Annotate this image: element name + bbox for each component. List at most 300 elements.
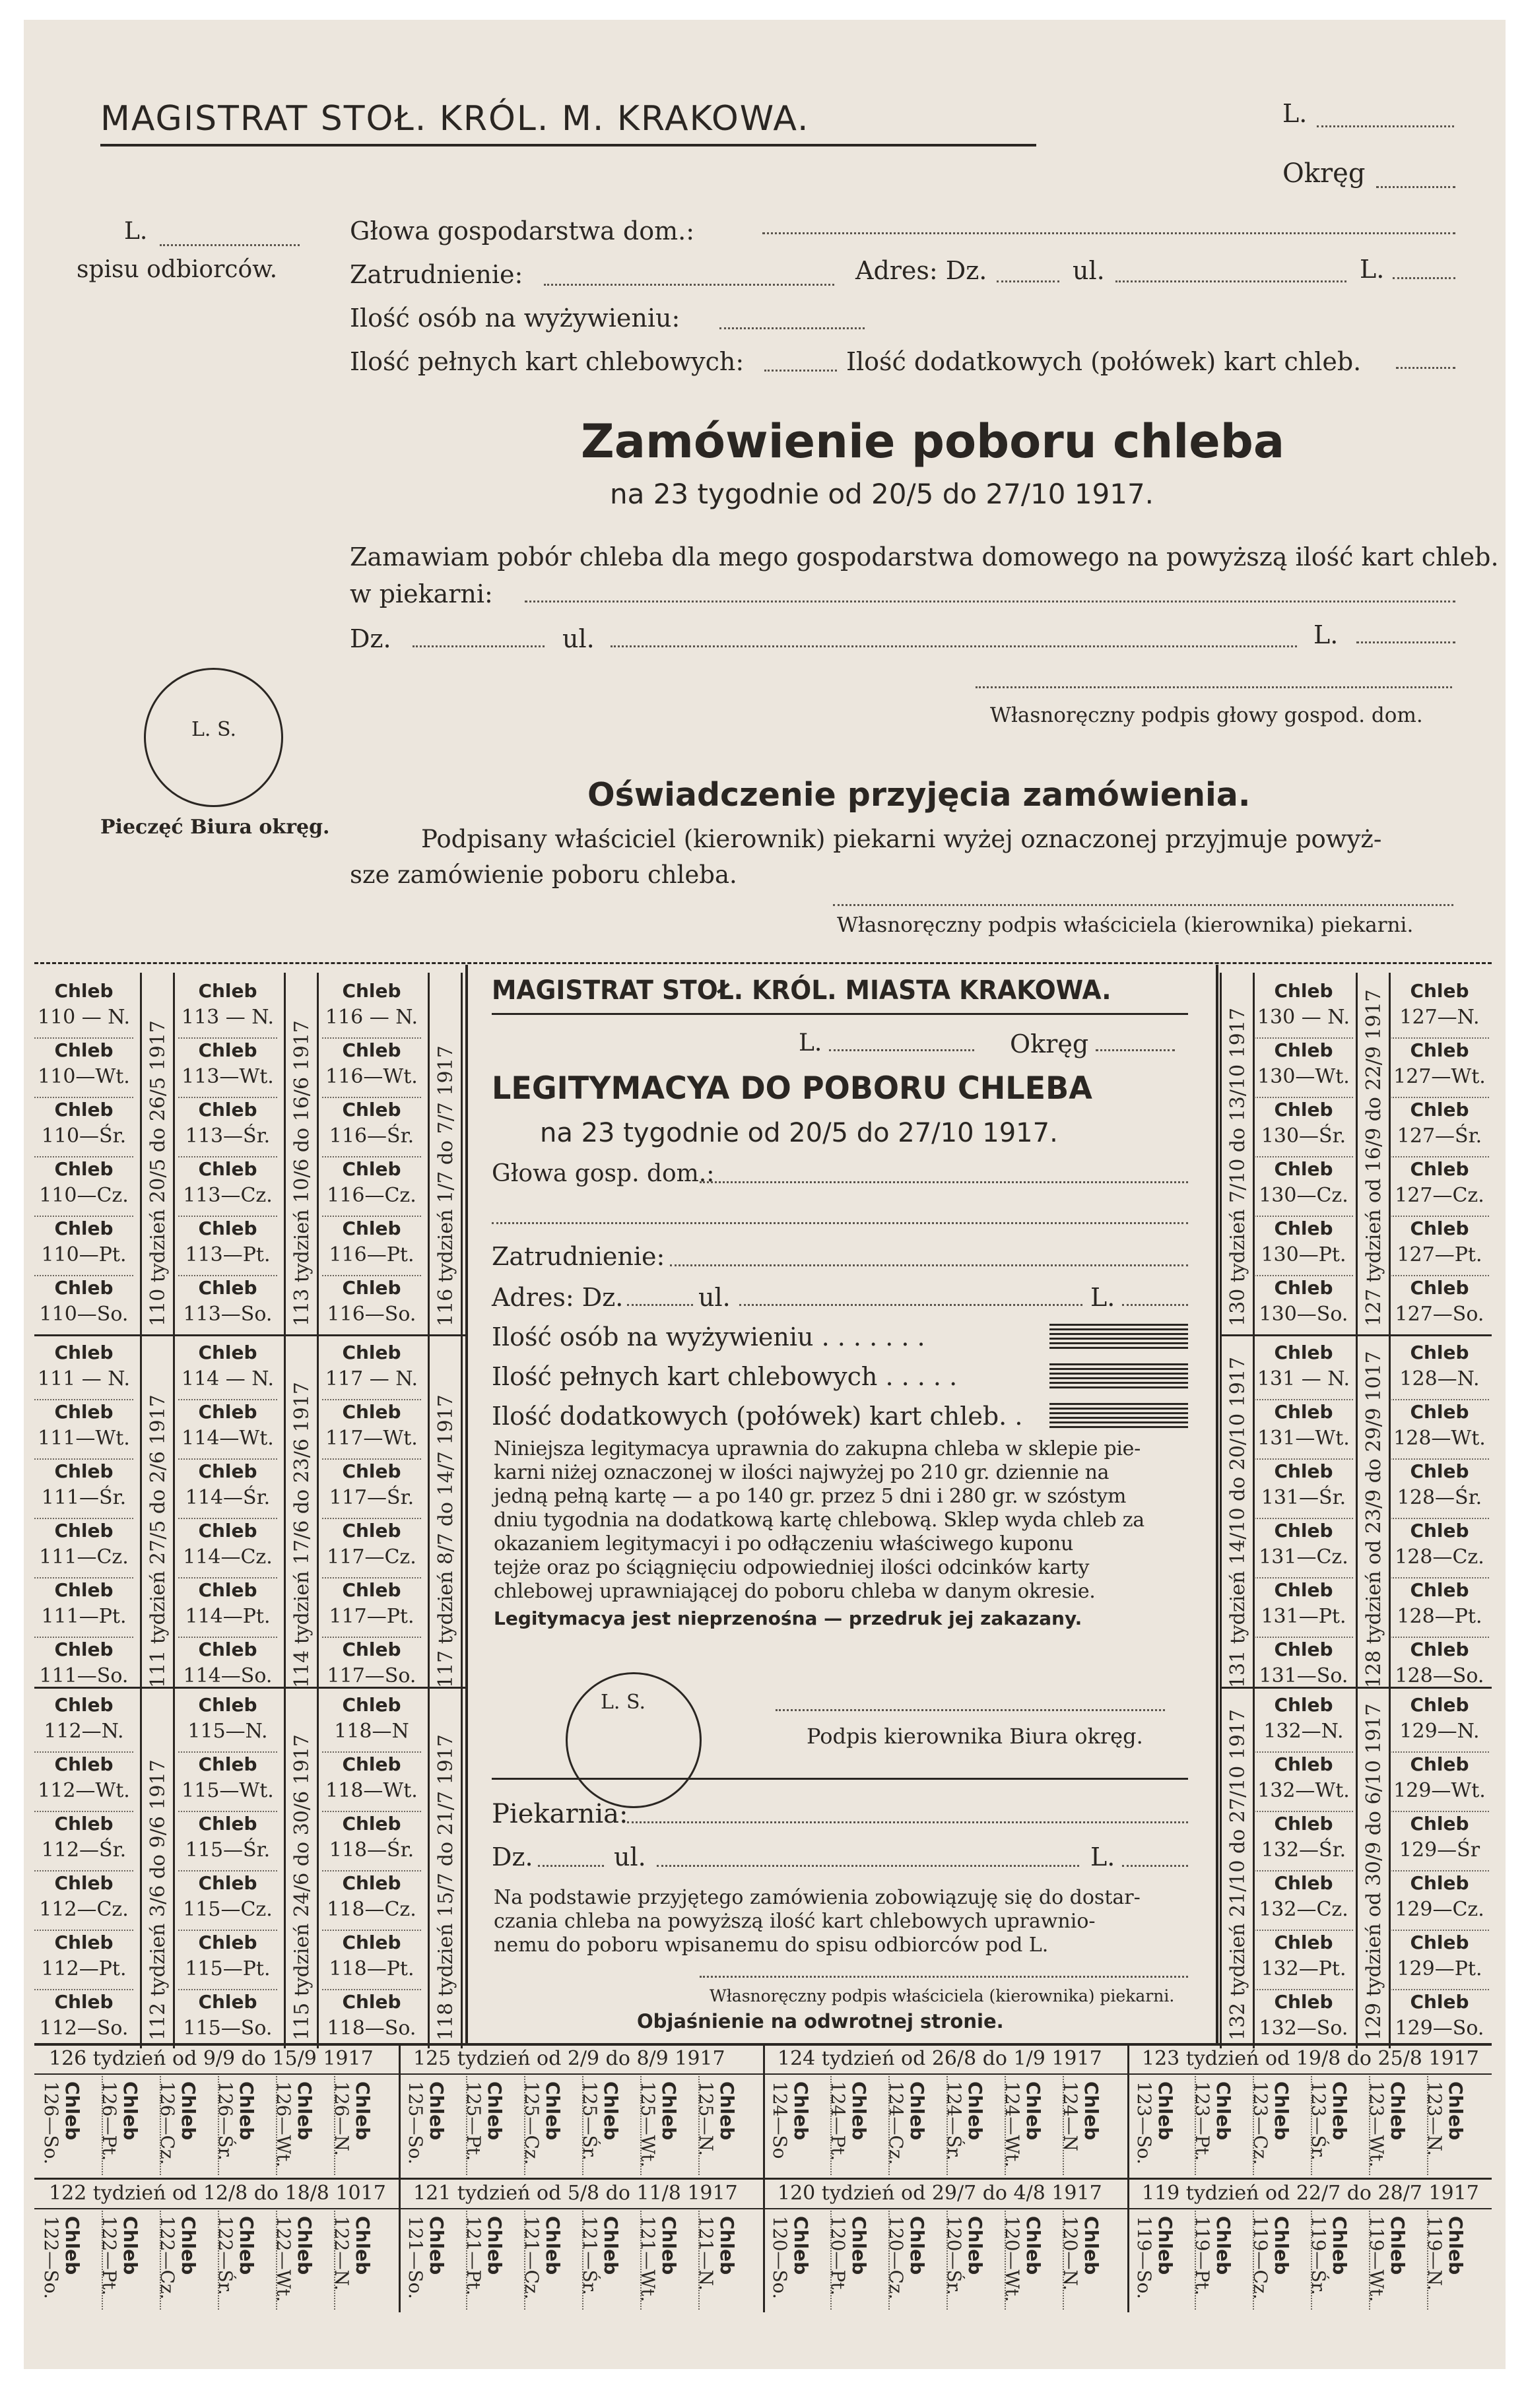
magistrat-heading: MAGISTRAT STOŁ. KRÓL. M. KRAKOWA.: [100, 99, 810, 139]
coupon-word: Chleb: [54, 1694, 114, 1716]
bread-coupon: [34, 1156, 133, 1214]
bottom-coupon-word: Chleb: [236, 2216, 257, 2275]
coupon-word: Chleb: [1410, 1460, 1469, 1482]
week-strip-border: [428, 973, 430, 1334]
order-l-field: [1356, 641, 1455, 643]
coupon-divider: [178, 1811, 277, 1812]
bottom-coupon-divider: [582, 2211, 583, 2310]
coupon-word: Chleb: [198, 980, 257, 1002]
coupon-word: Chleb: [54, 1460, 114, 1482]
bottom-coupon-word: Chleb: [484, 2216, 506, 2275]
bottom-header-rule: [763, 2073, 1127, 2075]
coupon-word: Chleb: [1410, 1639, 1469, 1660]
bread-coupon: [1254, 1870, 1353, 1928]
ilosc-dodatkowych-label: Ilość dodatkowych (połówek) kart chleb.: [846, 347, 1362, 376]
bottom-week-header: 124 tydzień od 26/8 do 1/9 1917: [778, 2047, 1102, 2070]
coupon-code: 113—So.: [183, 1303, 273, 1326]
bottom-header-rule: [763, 2208, 1127, 2209]
coupon-word: Chleb: [198, 1277, 257, 1299]
coupon-code: 115—Śr.: [185, 1839, 271, 1862]
bottom-week-header: 125 tydzień od 2/9 do 8/9 1917: [413, 2047, 725, 2070]
coupon-divider: [322, 1216, 421, 1217]
coupon-code: 131 — N.: [1257, 1367, 1350, 1390]
bottom-week-border: [763, 2178, 765, 2312]
coupon-divider: [1390, 1275, 1489, 1276]
coupon-code: 118—Wt.: [325, 1779, 418, 1802]
bottom-coupon-code: 125—So.: [405, 2081, 426, 2164]
coupon-code: 129—Śr: [1399, 1839, 1480, 1862]
bread-coupon: [34, 1097, 133, 1155]
coupon-divider: [322, 1577, 421, 1578]
bread-coupon: [34, 1811, 133, 1869]
bottom-coupon-code: 120—Cz.: [885, 2216, 907, 2300]
coupon-divider: [178, 1216, 277, 1217]
piekarnia-label: Piekarnia:: [492, 1799, 628, 1829]
top-l-label: L.: [1360, 255, 1385, 284]
coupon-word: Chleb: [54, 1401, 114, 1423]
bread-coupon: [322, 1097, 421, 1155]
top-adres-label: Adres: Dz.: [855, 256, 987, 285]
ilosc-pelnych-box: [1049, 1363, 1188, 1390]
coupon-code: 129—So.: [1395, 2017, 1484, 2040]
bread-coupon: [322, 1637, 421, 1695]
coupon-code: 116—Śr.: [329, 1124, 415, 1148]
week-strip-border: [140, 1334, 142, 1696]
coupon-word: Chleb: [342, 1932, 401, 1953]
bottom-coupon-divider: [1253, 2076, 1254, 2175]
bottom-header-rule: [399, 2073, 763, 2075]
coupon-word: Chleb: [198, 1694, 257, 1716]
rule-line: Niniejsza legitymacya uprawnia do zakupna chleba w sklepie pie-: [494, 1437, 1141, 1460]
coupon-word: Chleb: [342, 1694, 401, 1716]
bread-coupon: [1390, 1399, 1489, 1457]
bottom-coupon-word: Chleb: [178, 2081, 199, 2141]
coupon-code: 130—So.: [1259, 1303, 1348, 1326]
coupon-divider: [1254, 1037, 1353, 1039]
bread-coupon: [178, 1037, 277, 1095]
card-glowa-field-2: [492, 1222, 1188, 1224]
coupon-word: Chleb: [342, 1158, 401, 1180]
bottom-coupon-word: Chleb: [1154, 2216, 1176, 2275]
coupon-word: Chleb: [198, 1520, 257, 1542]
rule-line: dniu tygodnia na dodatkową kartę chlebową. Sklep wyda chleb za: [494, 1509, 1144, 1532]
bread-coupon: [34, 1989, 133, 2047]
order-ul-label: ul.: [562, 624, 595, 653]
top-ul-label: ul.: [1073, 256, 1105, 285]
week-strip-border: [1220, 1334, 1222, 1696]
bread-coupon: [178, 1097, 277, 1155]
coupon-divider: [1254, 1458, 1353, 1460]
bottom-coupon-divider: [1253, 2211, 1254, 2310]
coupon-divider: [1254, 1637, 1353, 1638]
bottom-header-rule: [1127, 2208, 1492, 2209]
coupon-divider: [1254, 1097, 1353, 1098]
bottom-header-rule: [399, 2208, 763, 2209]
rule-line: tejże oraz po ściągnięciu odpowiedniej ilości odcinków karty: [494, 1556, 1090, 1579]
bread-coupon: [178, 1518, 277, 1576]
bottom-coupon-word: Chleb: [1080, 2081, 1102, 2141]
coupon-code: 113—Cz.: [183, 1184, 273, 1207]
bread-coupon: [178, 1811, 277, 1869]
coupon-code: 118—N: [334, 1720, 409, 1743]
week-strip-border: [173, 973, 175, 1334]
bottom-coupon-code: 121—N.: [695, 2216, 717, 2291]
bottom-coupon-divider: [218, 2076, 219, 2175]
coupon-word: Chleb: [1410, 1872, 1469, 1894]
coupon-word: Chleb: [1274, 1039, 1333, 1061]
bottom-coupon-divider: [466, 2211, 467, 2310]
coupon-code: 112—Pt.: [41, 1957, 127, 1980]
coupon-divider: [1254, 1399, 1353, 1400]
bread-coupon: [1254, 1930, 1353, 1988]
bottom-coupon-divider: [1005, 2211, 1006, 2310]
bottom-coupon-divider: [466, 2076, 467, 2175]
coupon-divider: [1254, 1156, 1353, 1157]
coupon-code: 117—Cz.: [327, 1546, 416, 1569]
coupon-word: Chleb: [342, 1813, 401, 1835]
coupon-code: 129—Wt.: [1393, 1779, 1486, 1802]
glowa-gospodarstwa-field: [762, 232, 1455, 234]
bread-coupon: [322, 1989, 421, 2047]
bottom-coupon-word: Chleb: [1022, 2081, 1044, 2141]
bottom-coupon-divider: [276, 2211, 277, 2310]
bottom-coupon-code: 123—N.: [1424, 2081, 1445, 2157]
week-strip-border: [1356, 973, 1358, 1334]
spisu-odbiorcow-label: spisu odbiorców.: [77, 256, 278, 283]
bottom-coupon-word: Chleb: [352, 2216, 374, 2275]
header-okreg-field: [1376, 186, 1455, 188]
bottom-coupon-word: Chleb: [1212, 2216, 1234, 2275]
coupon-divider: [34, 1811, 133, 1812]
coupon-word: Chleb: [1274, 1991, 1333, 2013]
bread-coupon: [34, 1930, 133, 1988]
bottom-week-header: 121 tydzień od 5/8 do 11/8 1917: [413, 2182, 738, 2205]
coupon-divider: [1390, 1637, 1489, 1638]
bread-coupon: [322, 1399, 421, 1457]
bottom-coupon-code: 125—Cz.: [521, 2081, 543, 2165]
coupon-word: Chleb: [198, 1639, 257, 1660]
glowa-gospodarstwa-label: Głowa gospodarstwa dom.:: [350, 216, 695, 245]
coupon-word: Chleb: [1410, 1932, 1469, 1953]
coupon-code: 113 — N.: [181, 1006, 275, 1029]
bread-coupon: [1390, 1811, 1489, 1869]
week-strip-border: [317, 973, 319, 1334]
bread-coupon: [322, 1156, 421, 1214]
ilosc-osob-field: [719, 327, 865, 329]
coupon-word: Chleb: [54, 1579, 114, 1601]
coupon-word: Chleb: [1410, 1813, 1469, 1835]
card-glowa-label: Głowa gosp. dom.:: [492, 1160, 715, 1187]
week-strip-label: 115 tydzień 24/6 do 30/6 1917: [290, 1734, 314, 2040]
card-dz-field: [538, 1865, 604, 1867]
bakery-signature-field: [700, 1976, 1188, 1978]
coupon-divider: [34, 1518, 133, 1519]
coupon-divider: [322, 1399, 421, 1400]
coupon-divider: [178, 1518, 277, 1519]
coupon-word: Chleb: [54, 1872, 114, 1894]
coupon-code: 128—So.: [1395, 1664, 1484, 1687]
top-adres-dz-field: [997, 280, 1059, 282]
coupon-code: 114—So.: [183, 1664, 273, 1687]
bread-coupon: [34, 1037, 133, 1095]
card-l3-label: L.: [1090, 1842, 1115, 1871]
bread-coupon: [178, 1637, 277, 1695]
coupon-code: 115—N.: [187, 1720, 268, 1743]
coupon-word: Chleb: [54, 1218, 114, 1239]
stamp-caption: Pieczęć Biura okręg.: [100, 816, 330, 839]
bottom-coupon-divider: [1195, 2211, 1196, 2310]
week-strip-label: 114 tydzień 17/6 do 23/6 1917: [290, 1382, 314, 1688]
header-okreg-label: Okręg: [1282, 158, 1366, 189]
acceptance-line-2: sze zamówienie poboru chleba.: [350, 861, 737, 889]
coupon-code: 118—Pt.: [329, 1957, 415, 1980]
coupon-divider: [322, 1097, 421, 1098]
bread-coupon: [1390, 1870, 1489, 1928]
card-explanation: Objaśnienie na odwrotnej stronie.: [637, 2010, 1004, 2033]
week-strip-border: [173, 1687, 175, 2048]
bottom-coupon-word: Chleb: [964, 2216, 986, 2275]
coupon-word: Chleb: [1410, 1753, 1469, 1775]
coupon-code: 130—Cz.: [1259, 1184, 1348, 1207]
week-strip-label: 129 tydzień od 30/9 do 6/10 1917: [1362, 1703, 1385, 2040]
bottom-coupon-code: 123—Wt.: [1366, 2081, 1387, 2168]
coupon-code: 131—Śr.: [1261, 1486, 1346, 1509]
coupon-divider: [34, 1577, 133, 1578]
coupon-word: Chleb: [1274, 1579, 1333, 1601]
coupon-divider: [1390, 1037, 1489, 1039]
bottom-coupon-word: Chleb: [236, 2081, 257, 2141]
coupon-code: 115—Cz.: [183, 1898, 273, 1921]
coupon-divider: [34, 1930, 133, 1931]
bottom-coupon-word: Chleb: [790, 2081, 812, 2141]
coupon-divider: [178, 1399, 277, 1400]
card-frame-right: [1216, 965, 1218, 2043]
card-ilosc-osob: Ilość osób na wyżywieniu . . . . . . .: [492, 1322, 925, 1351]
bottom-coupon-divider: [1195, 2076, 1196, 2175]
bread-coupon: [178, 1989, 277, 2047]
bottom-coupon-code: 121—Cz.: [521, 2216, 543, 2300]
bottom-week-border: [763, 2043, 765, 2178]
card-adres-label: Adres: Dz.: [492, 1283, 624, 1312]
card-frame-left: [465, 965, 468, 2043]
coupon-code: 118—Cz.: [327, 1898, 416, 1921]
card-subtitle: na 23 tygodnie od 20/5 do 27/10 1917.: [540, 1118, 1058, 1148]
coupon-divider: [34, 1637, 133, 1638]
coupon-word: Chleb: [1274, 1158, 1333, 1180]
coupon-word: Chleb: [198, 1932, 257, 1953]
spisu-l-label: L.: [124, 218, 148, 245]
week-strip-label: 127 tydzień od 16/9 do 22/9 1917: [1362, 989, 1385, 1326]
coupon-code: 115—Wt.: [182, 1779, 274, 1802]
coupon-divider: [1390, 1811, 1489, 1812]
bottom-week-header: 119 tydzień od 22/7 do 28/7 1917: [1142, 2182, 1479, 2205]
bread-coupon: [1390, 1216, 1489, 1274]
coupon-word: Chleb: [342, 1218, 401, 1239]
bottom-coupon-code: 126—So.: [40, 2081, 62, 2164]
coupon-divider: [1254, 1930, 1353, 1931]
bottom-coupon-code: 126—Pt.: [98, 2081, 120, 2161]
coupon-word: Chleb: [342, 1991, 401, 2013]
ilosc-pelnych-field: [764, 370, 837, 372]
bread-coupon: [1254, 1156, 1353, 1214]
card-ul-field: [739, 1304, 1082, 1306]
bread-coupon: [1390, 1989, 1489, 2047]
coupon-code: 132—Cz.: [1259, 1898, 1348, 1921]
podpis-kierownika-caption: Podpis kierownika Biura okręg.: [807, 1724, 1143, 1749]
coupon-divider: [1390, 1156, 1489, 1157]
bread-coupon: [34, 1518, 133, 1576]
bread-coupon: [1254, 1216, 1353, 1274]
bottom-week-header: 120 tydzień od 29/7 do 4/8 1917: [778, 2182, 1102, 2205]
week-strip-border: [284, 973, 286, 1334]
bottom-coupon-word: Chleb: [716, 2081, 738, 2141]
card-glowa-field: [700, 1181, 1188, 1183]
coupon-code: 128—Pt.: [1397, 1605, 1482, 1628]
bottom-header-rule: [34, 2208, 399, 2209]
bottom-coupon-divider: [1063, 2076, 1064, 2175]
coupon-word: Chleb: [342, 1277, 401, 1299]
bread-coupon: [178, 1692, 277, 1750]
coupon-divider: [178, 1751, 277, 1753]
coupon-code: 113—Wt.: [182, 1065, 274, 1088]
declaration-line: Na podstawie przyjętego zamówienia zobowiązuję się do dostar-: [494, 1886, 1141, 1909]
coupon-word: Chleb: [54, 980, 114, 1002]
coupon-code: 110—Wt.: [38, 1065, 130, 1088]
coupon-word: Chleb: [342, 1520, 401, 1542]
bottom-coupon-code: 119—Pt.: [1191, 2216, 1213, 2296]
bottom-coupon-divider: [1427, 2076, 1428, 2175]
coupon-divider: [322, 1518, 421, 1519]
bottom-coupon-divider: [218, 2211, 219, 2310]
card-okreg-label: Okręg: [1010, 1029, 1089, 1058]
coupon-divider: [1254, 1870, 1353, 1871]
coupon-code: 110—Śr.: [41, 1124, 127, 1148]
piekarni-field: [525, 601, 1455, 602]
bottom-coupon-divider: [102, 2076, 103, 2175]
bottom-week-border: [1127, 2178, 1129, 2312]
coupon-code: 116—Wt.: [325, 1065, 418, 1088]
coupon-word: Chleb: [54, 1753, 114, 1775]
bottom-coupon-code: 119—N.: [1424, 2216, 1445, 2291]
bottom-coupon-code: 120—Wt.: [1001, 2216, 1023, 2302]
coupon-code: 129—Cz.: [1395, 1898, 1484, 1921]
coupon-code: 116 — N.: [325, 1006, 418, 1029]
order-dz-label: Dz.: [350, 624, 391, 653]
coupon-divider: [1390, 1097, 1489, 1098]
bottom-coupon-divider: [524, 2076, 525, 2175]
bread-coupon: [322, 1930, 421, 1988]
coupon-code: 132—Pt.: [1261, 1957, 1346, 1980]
bottom-coupon-word: Chleb: [61, 2216, 83, 2275]
bottom-coupon-divider: [160, 2076, 161, 2175]
week-strip-label: 130 tydzień 7/10 do 13/10 1917: [1226, 1007, 1249, 1326]
coupon-word: Chleb: [342, 1460, 401, 1482]
coupon-divider: [1390, 1577, 1489, 1578]
bottom-week-border: [399, 2178, 401, 2312]
bottom-coupon-divider: [1369, 2076, 1370, 2175]
coupon-word: Chleb: [54, 1342, 114, 1363]
bottom-coupon-divider: [640, 2076, 642, 2175]
week-strip-border: [317, 1334, 319, 1696]
week-strip-label: 117 tydzień 8/7 do 14/7 1917: [434, 1394, 457, 1688]
coupon-divider: [178, 1930, 277, 1931]
bottom-coupon-word: Chleb: [1022, 2216, 1044, 2275]
coupon-code: 128—Cz.: [1395, 1546, 1484, 1569]
owner-signature-field: [833, 904, 1453, 906]
coupon-divider: [1390, 1518, 1489, 1519]
coupon-word: Chleb: [1274, 1342, 1333, 1363]
bottom-coupon-word: Chleb: [294, 2081, 315, 2141]
bottom-coupon-word: Chleb: [848, 2216, 870, 2275]
card-l2-label: L.: [1090, 1283, 1115, 1312]
coupon-code: 130—Wt.: [1257, 1065, 1350, 1088]
coupon-word: Chleb: [1274, 1813, 1333, 1835]
bread-coupon: [1254, 1751, 1353, 1809]
bread-coupon: [322, 978, 421, 1036]
magistrat-underline: [100, 144, 1036, 146]
bread-coupon: [322, 1275, 421, 1333]
bottom-coupon-code: 122—Cz.: [156, 2216, 178, 2300]
coupon-code: 130—Śr.: [1261, 1124, 1346, 1148]
bottom-coupon-divider: [334, 2076, 335, 2175]
coupon-code: 132—So.: [1259, 2017, 1348, 2040]
coupon-code: 114—Cz.: [183, 1546, 273, 1569]
bread-coupon: [178, 1275, 277, 1333]
coupon-word: Chleb: [54, 1639, 114, 1660]
bread-coupon: [1390, 1751, 1489, 1809]
coupon-divider: [34, 1097, 133, 1098]
coupon-code: 127—Śr.: [1397, 1124, 1482, 1148]
order-title: Zamówienie poboru chleba: [581, 414, 1285, 469]
bread-coupon: [1254, 1097, 1353, 1155]
card-okreg-field: [1096, 1049, 1175, 1051]
bread-coupon: [34, 1340, 133, 1398]
coupon-word: Chleb: [1274, 1218, 1333, 1239]
coupon-word: Chleb: [1410, 1579, 1469, 1601]
bottom-week-border: [399, 2043, 401, 2178]
bread-coupon: [178, 1156, 277, 1214]
week-strip-border: [284, 1334, 286, 1696]
block-separator: [34, 1334, 465, 1336]
card-dz-label: Dz.: [492, 1842, 533, 1871]
coupon-word: Chleb: [342, 1099, 401, 1121]
bread-coupon: [1390, 1340, 1489, 1398]
bottom-coupon-code: 125—Wt.: [637, 2081, 659, 2168]
bottom-week-header: 126 tydzień od 9/9 do 15/9 1917: [49, 2047, 374, 2070]
bottom-coupon-word: Chleb: [542, 2216, 564, 2275]
coupon-code: 111—Pt.: [41, 1605, 127, 1628]
card-l-field: [829, 1049, 974, 1051]
bottom-coupon-word: Chleb: [1445, 2216, 1467, 2275]
coupon-code: 114 — N.: [181, 1367, 275, 1390]
coupon-code: 131—So.: [1259, 1664, 1348, 1687]
bread-coupon: [178, 978, 277, 1036]
coupon-divider: [322, 1811, 421, 1812]
coupon-code: 127—Pt.: [1397, 1243, 1482, 1266]
bread-coupon: [1254, 1811, 1353, 1869]
bread-coupon: [34, 1216, 133, 1274]
bottom-coupon-code: 121—Śr.: [579, 2216, 601, 2295]
coupon-word: Chleb: [342, 1753, 401, 1775]
bread-coupon: [322, 1037, 421, 1095]
bread-coupon: [178, 1870, 277, 1928]
head-signature-field: [976, 686, 1452, 688]
bread-coupon: [178, 1751, 277, 1809]
coupon-divider: [322, 1037, 421, 1039]
bottom-coupon-code: 122—N.: [331, 2216, 352, 2291]
week-strip-border: [317, 1687, 319, 2048]
coupon-code: 129—N.: [1399, 1720, 1480, 1743]
